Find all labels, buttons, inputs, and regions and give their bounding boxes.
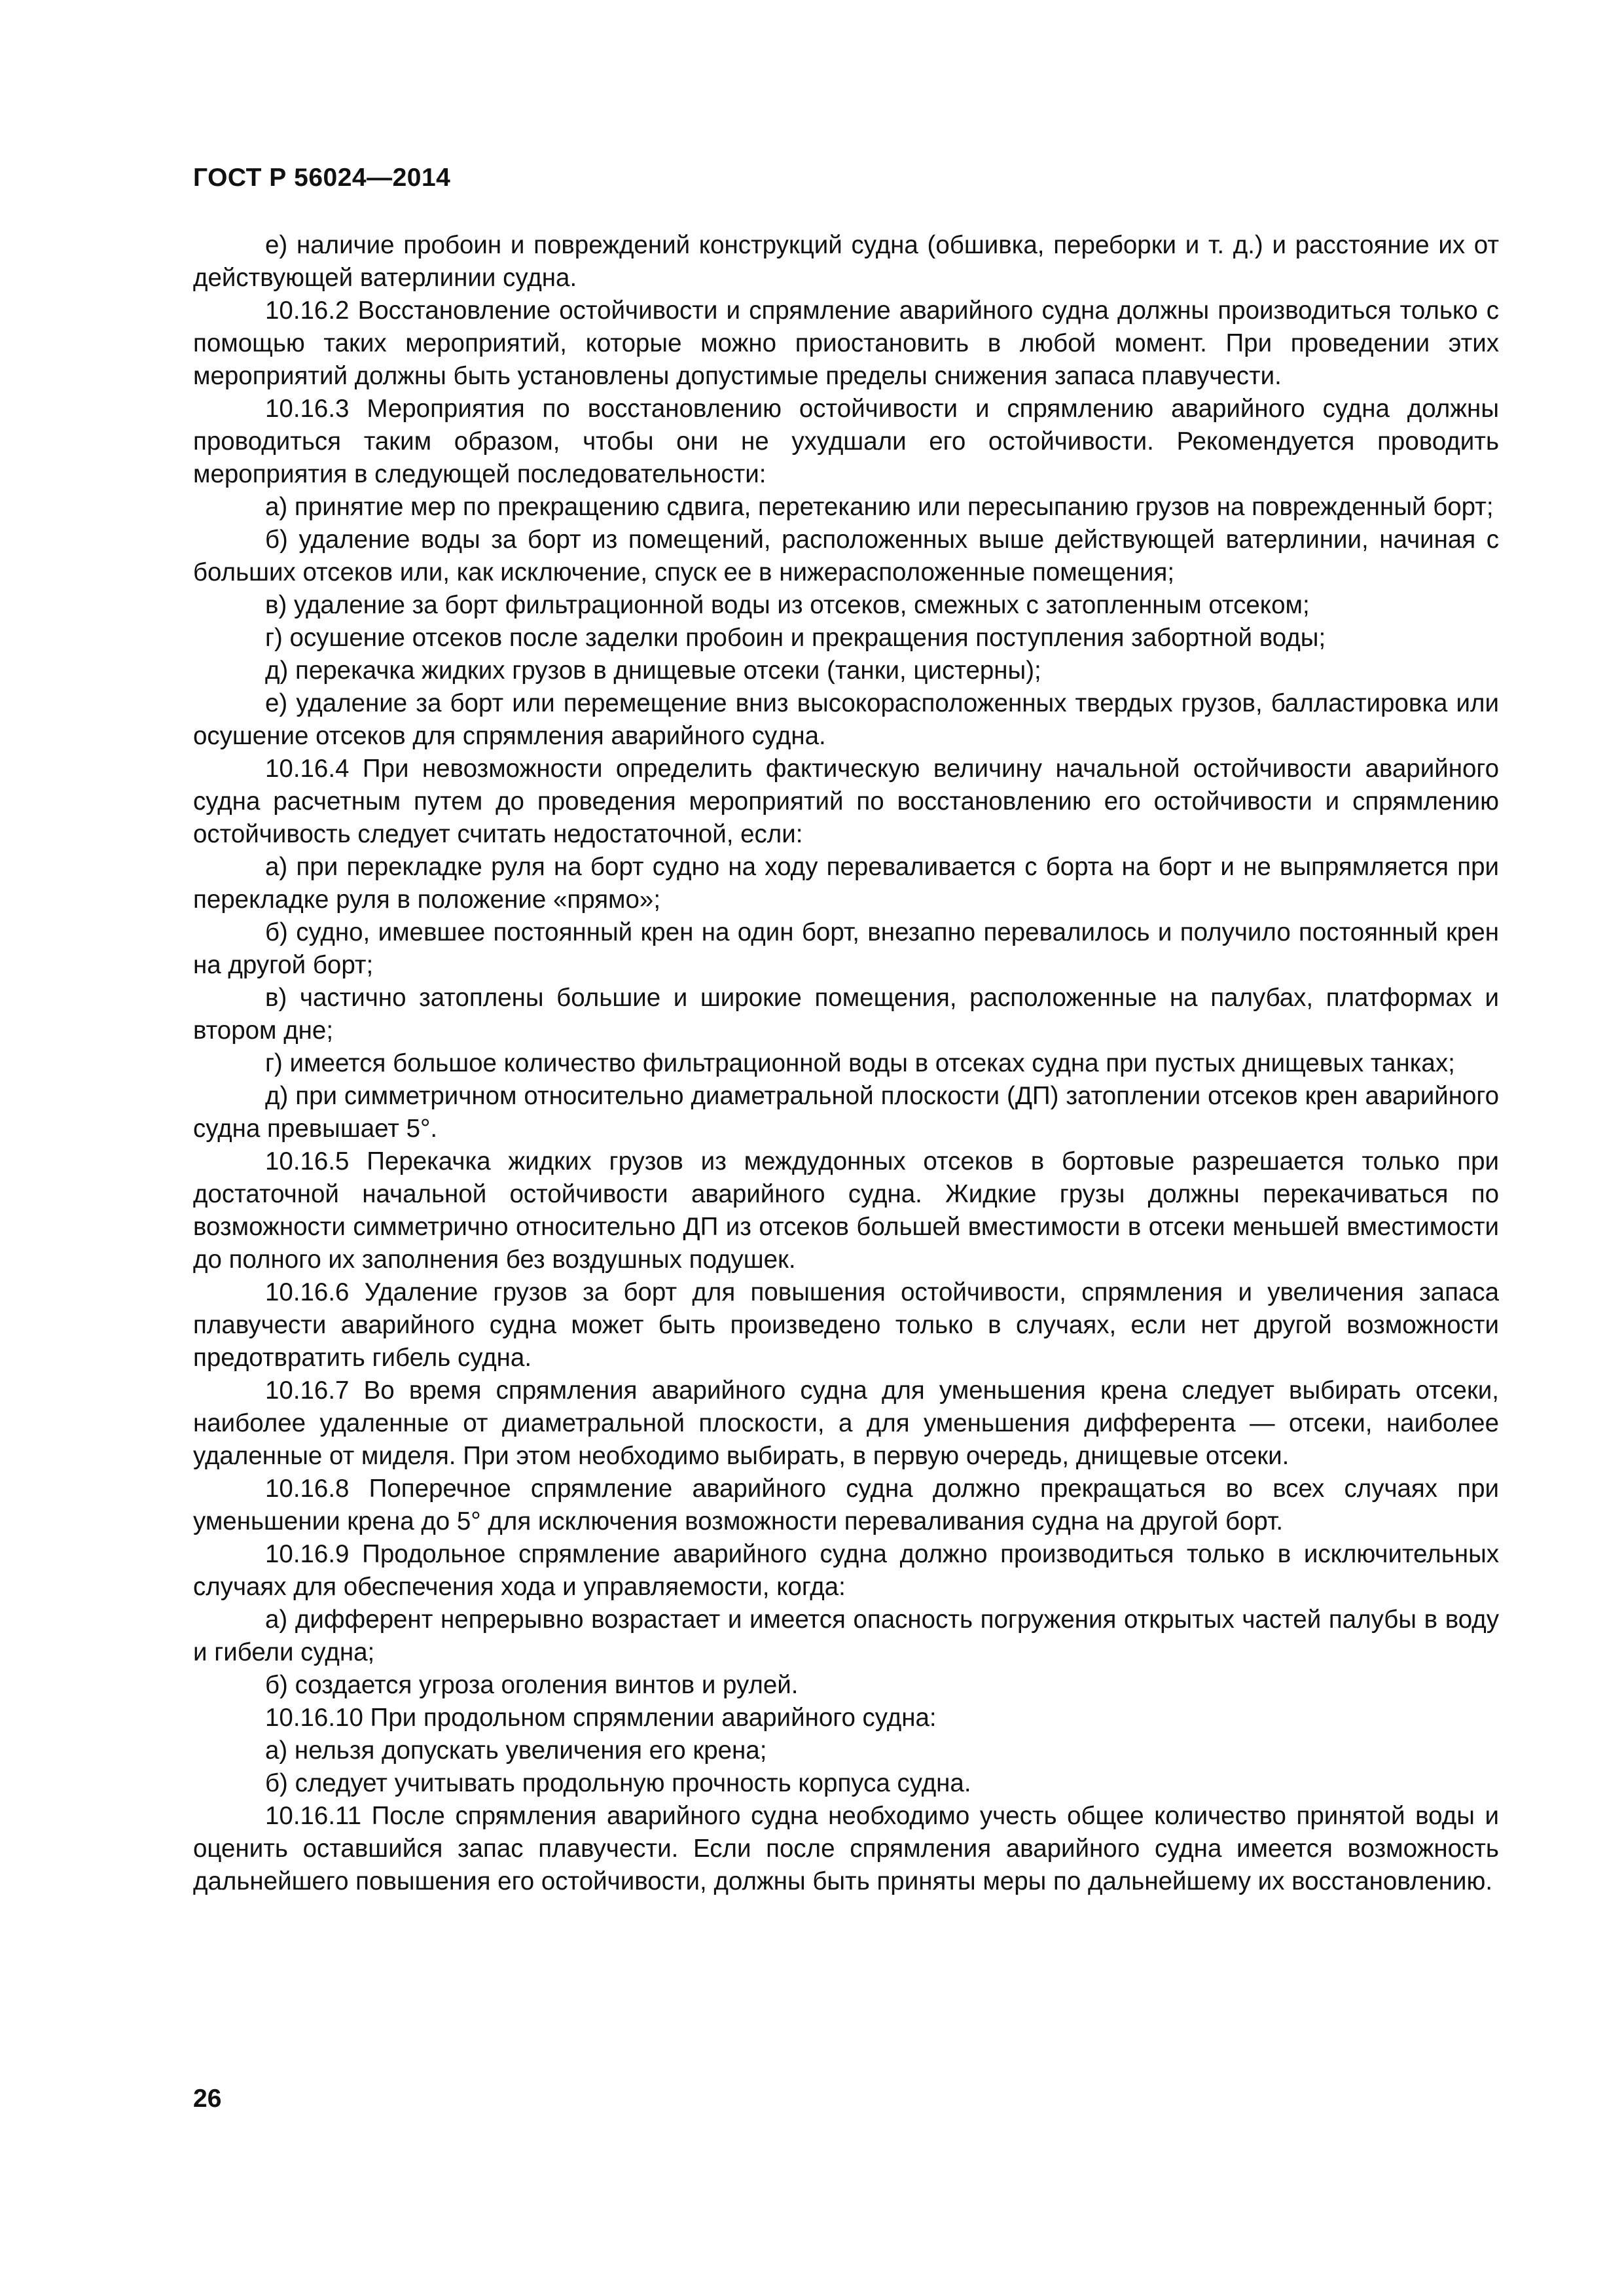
paragraph: 10.16.6 Удаление грузов за борт для повышения остойчивости, спрямления и увеличения запаса плавучести аварийного судна может быть произведено только в случаях, если нет другой возможности предотвратить гибель судна.: [193, 1278, 1499, 1372]
list-item: а) нельзя допускать увеличения его крена;: [265, 1736, 767, 1765]
list-item: б) создается угроза оголения винтов и рулей.: [265, 1671, 799, 1699]
paragraph: 10.16.9 Продольное спрямление аварийного судна должно производиться только в исключительных случаях для обеспечения хода и управляемости, когда:: [193, 1540, 1499, 1601]
paragraph: 10.16.3 Мероприятия по восстановлению остойчивости и спрямлению аварийного судна должны проводиться таким образом, чтобы они не ухудшали его остойчивости. Рекомендуется проводить мероприятия в следующей последовательности:: [193, 395, 1499, 488]
list-item: а) дифферент непрерывно возрастает и имеется опасность погружения открытых частей палубы в воду и гибели судна;: [193, 1605, 1499, 1666]
list-item: а) принятие мер по прекращению сдвига, перетеканию или пересыпанию грузов на поврежденный борт;: [265, 493, 1494, 521]
list-item: а) при перекладке руля на борт судно на ходу переваливается с борта на борт и не выпрямляется при перекладке руля в положение «прямо»;: [193, 853, 1499, 914]
list-item: в) удаление за борт фильтрационной воды из отсеков, смежных с затопленным отсеком;: [265, 591, 1310, 619]
paragraph: 10.16.10 При продольном спрямлении аварийного судна:: [265, 1704, 937, 1732]
list-item: в) частично затоплены большие и широкие помещения, расположенные на палубах, платформах и втором дне;: [193, 984, 1499, 1045]
paragraph: 10.16.8 Поперечное спрямление аварийного судна должно прекращаться во всех случаях при уменьшении крена до 5° для исключения возможности переваливания судна на другой борт.: [193, 1475, 1499, 1535]
page-number: 26: [193, 2085, 222, 2113]
list-item: г) имеется большое количество фильтрационной воды в отсеках судна при пустых днищевых танках;: [265, 1049, 1455, 1077]
list-item: б) удаление воды за борт из помещений, расположенных выше действующей ватерлинии, начиная с больших отсеков или, как исключение, спуск ее в нижерасположенные помещения;: [193, 526, 1499, 586]
paragraph: е) наличие пробоин и повреждений конструкций судна (обшивка, переборки и т. д.) и расстояние их от действующей ватерлинии судна.: [193, 231, 1499, 292]
list-item: д) при симметричном относительно диаметральной плоскости (ДП) затоплении отсеков крен аварийного судна превышает 5°.: [193, 1082, 1499, 1143]
list-item: г) осушение отсеков после заделки пробоин и прекращения поступления забортной воды;: [265, 624, 1326, 652]
paragraph: 10.16.7 Во время спрямления аварийного судна для уменьшения крена следует выбирать отсеки, наиболее удаленные от диаметральной плоскости, а для уменьшения дифферента — отсеки, наиболее удаленные от миделя. При этом необходимо выбирать, в первую очередь, днищевые отсеки.: [193, 1376, 1499, 1470]
document-body: [193, 229, 1499, 1898]
paragraph: 10.16.11 После спрямления аварийного судна необходимо учесть общее количество принятой воды и оценить оставшийся запас плавучести. Если после спрямления аварийного судна имеется возможность дальнейшего повышения его остойчивости, должны быть приняты меры по дальнейшему их восстановлению.: [193, 1802, 1499, 1895]
document-header: ГОСТ Р 56024—2014: [193, 164, 451, 192]
list-item: е) удаление за борт или перемещение вниз высокорасположенных твердых грузов, балластировка или осушение отсеков для спрямления аварийного судна.: [193, 689, 1499, 750]
paragraph: 10.16.2 Восстановление остойчивости и спрямление аварийного судна должны производиться только с помощью таких мероприятий, которые можно приостановить в любой момент. При проведении этих мероприятий должны быть установлены допустимые пределы снижения запаса плавучести.: [193, 296, 1499, 390]
paragraph: 10.16.4 При невозможности определить фактическую величину начальной остойчивости аварийного судна расчетным путем до проведения мероприятий по восстановлению его остойчивости и спрямлению остойчивость следует считать недостаточной, если:: [193, 755, 1499, 848]
list-item: б) судно, имевшее постоянный крен на один борт, внезапно перевалилось и получило постоянный крен на другой борт;: [193, 918, 1499, 979]
list-item: д) перекачка жидких грузов в днищевые отсеки (танки, цистерны);: [265, 656, 1041, 685]
list-item: б) следует учитывать продольную прочность корпуса судна.: [265, 1769, 971, 1797]
paragraph: 10.16.5 Перекачка жидких грузов из междудонных отсеков в бортовые разрешается только при достаточной начальной остойчивости аварийного судна. Жидкие грузы должны перекачиваться по возможности симметрично относительно ДП из отсеков большей вместимости в отсеки меньшей вместимости до полного их заполнения без воздушных подушек.: [193, 1147, 1499, 1274]
